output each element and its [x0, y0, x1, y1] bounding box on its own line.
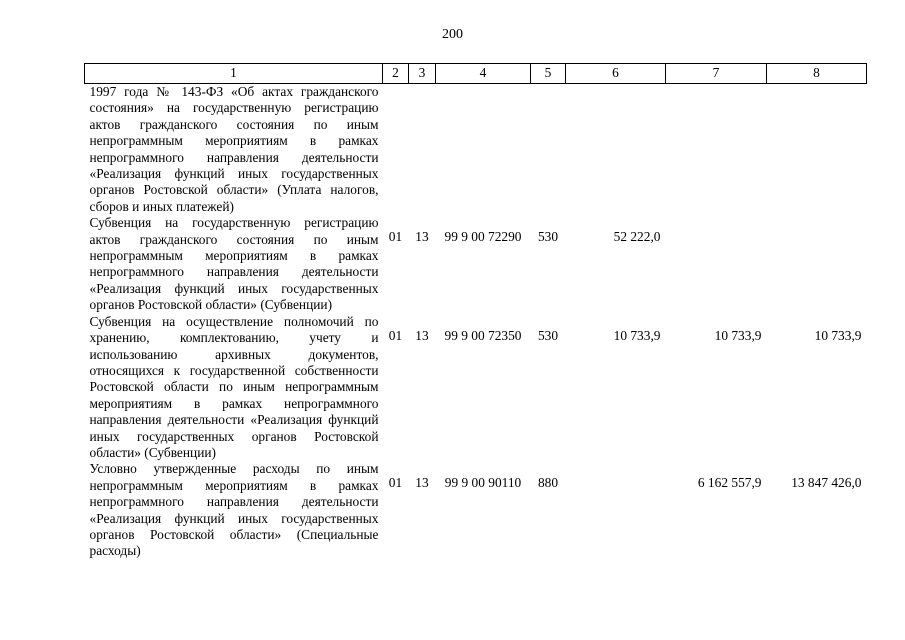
table-row — [85, 461, 867, 559]
row-section: 01 — [388, 327, 403, 343]
row-amount-2: 10 733,9 — [714, 327, 762, 343]
row-expense-type: 880 — [537, 475, 559, 491]
row-subsection: 13 — [415, 475, 429, 491]
table-row — [85, 314, 867, 462]
page-number: 200 — [442, 27, 463, 42]
header-col-6: 6 — [566, 64, 666, 84]
row-description: Субвенция на осуществление полномочий по хранению, комплектованию, учету и использованию архивных документов, относящихся к государственной собственности Ростовской области по иным непрограммным мероприятиям в рамках непрограммного направления деятельности «Реализация функций иных государственных органов Ростовской области» (Субвенции) — [89, 313, 379, 460]
header-col-4: 4 — [436, 64, 531, 84]
row-target-article: 99 9 00 72290 — [444, 229, 522, 245]
row-description: Условно утвержденные расходы по иным непрограммным мероприятиям в рамках непрограммного направления деятельности «Реализация функций иных государственных органов Ростовской области» (Специальные расходы) — [89, 461, 379, 559]
header-col-3: 3 — [409, 64, 436, 84]
row-amount-1 — [566, 84, 666, 216]
row-amount-2: 6 162 557,9 — [697, 475, 762, 491]
row-section: 01 — [388, 475, 403, 491]
row-subsection: 13 — [415, 229, 429, 245]
row-expense-type: 530 — [537, 229, 559, 245]
table-row — [85, 215, 867, 313]
row-amount-1: 52 222,0 — [613, 229, 661, 245]
row-subsection — [409, 84, 436, 216]
row-section — [383, 84, 409, 216]
row-amount-3 — [767, 84, 867, 216]
row-target-article: 99 9 00 90110 — [444, 475, 522, 491]
header-col-5: 5 — [531, 64, 566, 84]
header-row — [85, 64, 867, 84]
row-subsection: 13 — [415, 327, 429, 343]
row-amount-1: 10 733,9 — [613, 327, 661, 343]
header-col-2: 2 — [383, 64, 409, 84]
row-amount-3 — [767, 215, 867, 313]
row-amount-1 — [566, 461, 666, 559]
row-amount-3: 10 733,9 — [814, 327, 862, 343]
row-expense-type: 530 — [537, 327, 559, 343]
budget-table — [84, 63, 867, 560]
row-expense-type — [531, 84, 566, 216]
row-amount-2 — [666, 84, 767, 216]
header-col-7: 7 — [666, 64, 767, 84]
row-section: 01 — [388, 229, 403, 245]
row-description: 1997 года № 143-ФЗ «Об актах гражданского состояния» на государственную регистрацию актов гражданского состояния по иным непрограммным мероприятиям в рамках непрограммного направления деятельности «Реализация функций иных государственных органов Ростовской области» (Уплата налогов, сборов и иных платежей) — [89, 84, 379, 214]
row-amount-2 — [666, 215, 767, 313]
header-col-1: 1 — [85, 64, 383, 84]
header-col-8: 8 — [767, 64, 867, 84]
row-target-article — [436, 84, 531, 216]
table-row — [85, 84, 867, 216]
row-target-article: 99 9 00 72350 — [444, 327, 522, 343]
row-description: Субвенция на государственную регистрацию актов гражданского состояния по иным непрограммным мероприятиям в рамках непрограммного направления деятельности «Реализация функций иных государственных органов Ростовской области» (Субвенции) — [89, 215, 379, 313]
row-amount-3: 13 847 426,0 — [791, 475, 862, 491]
